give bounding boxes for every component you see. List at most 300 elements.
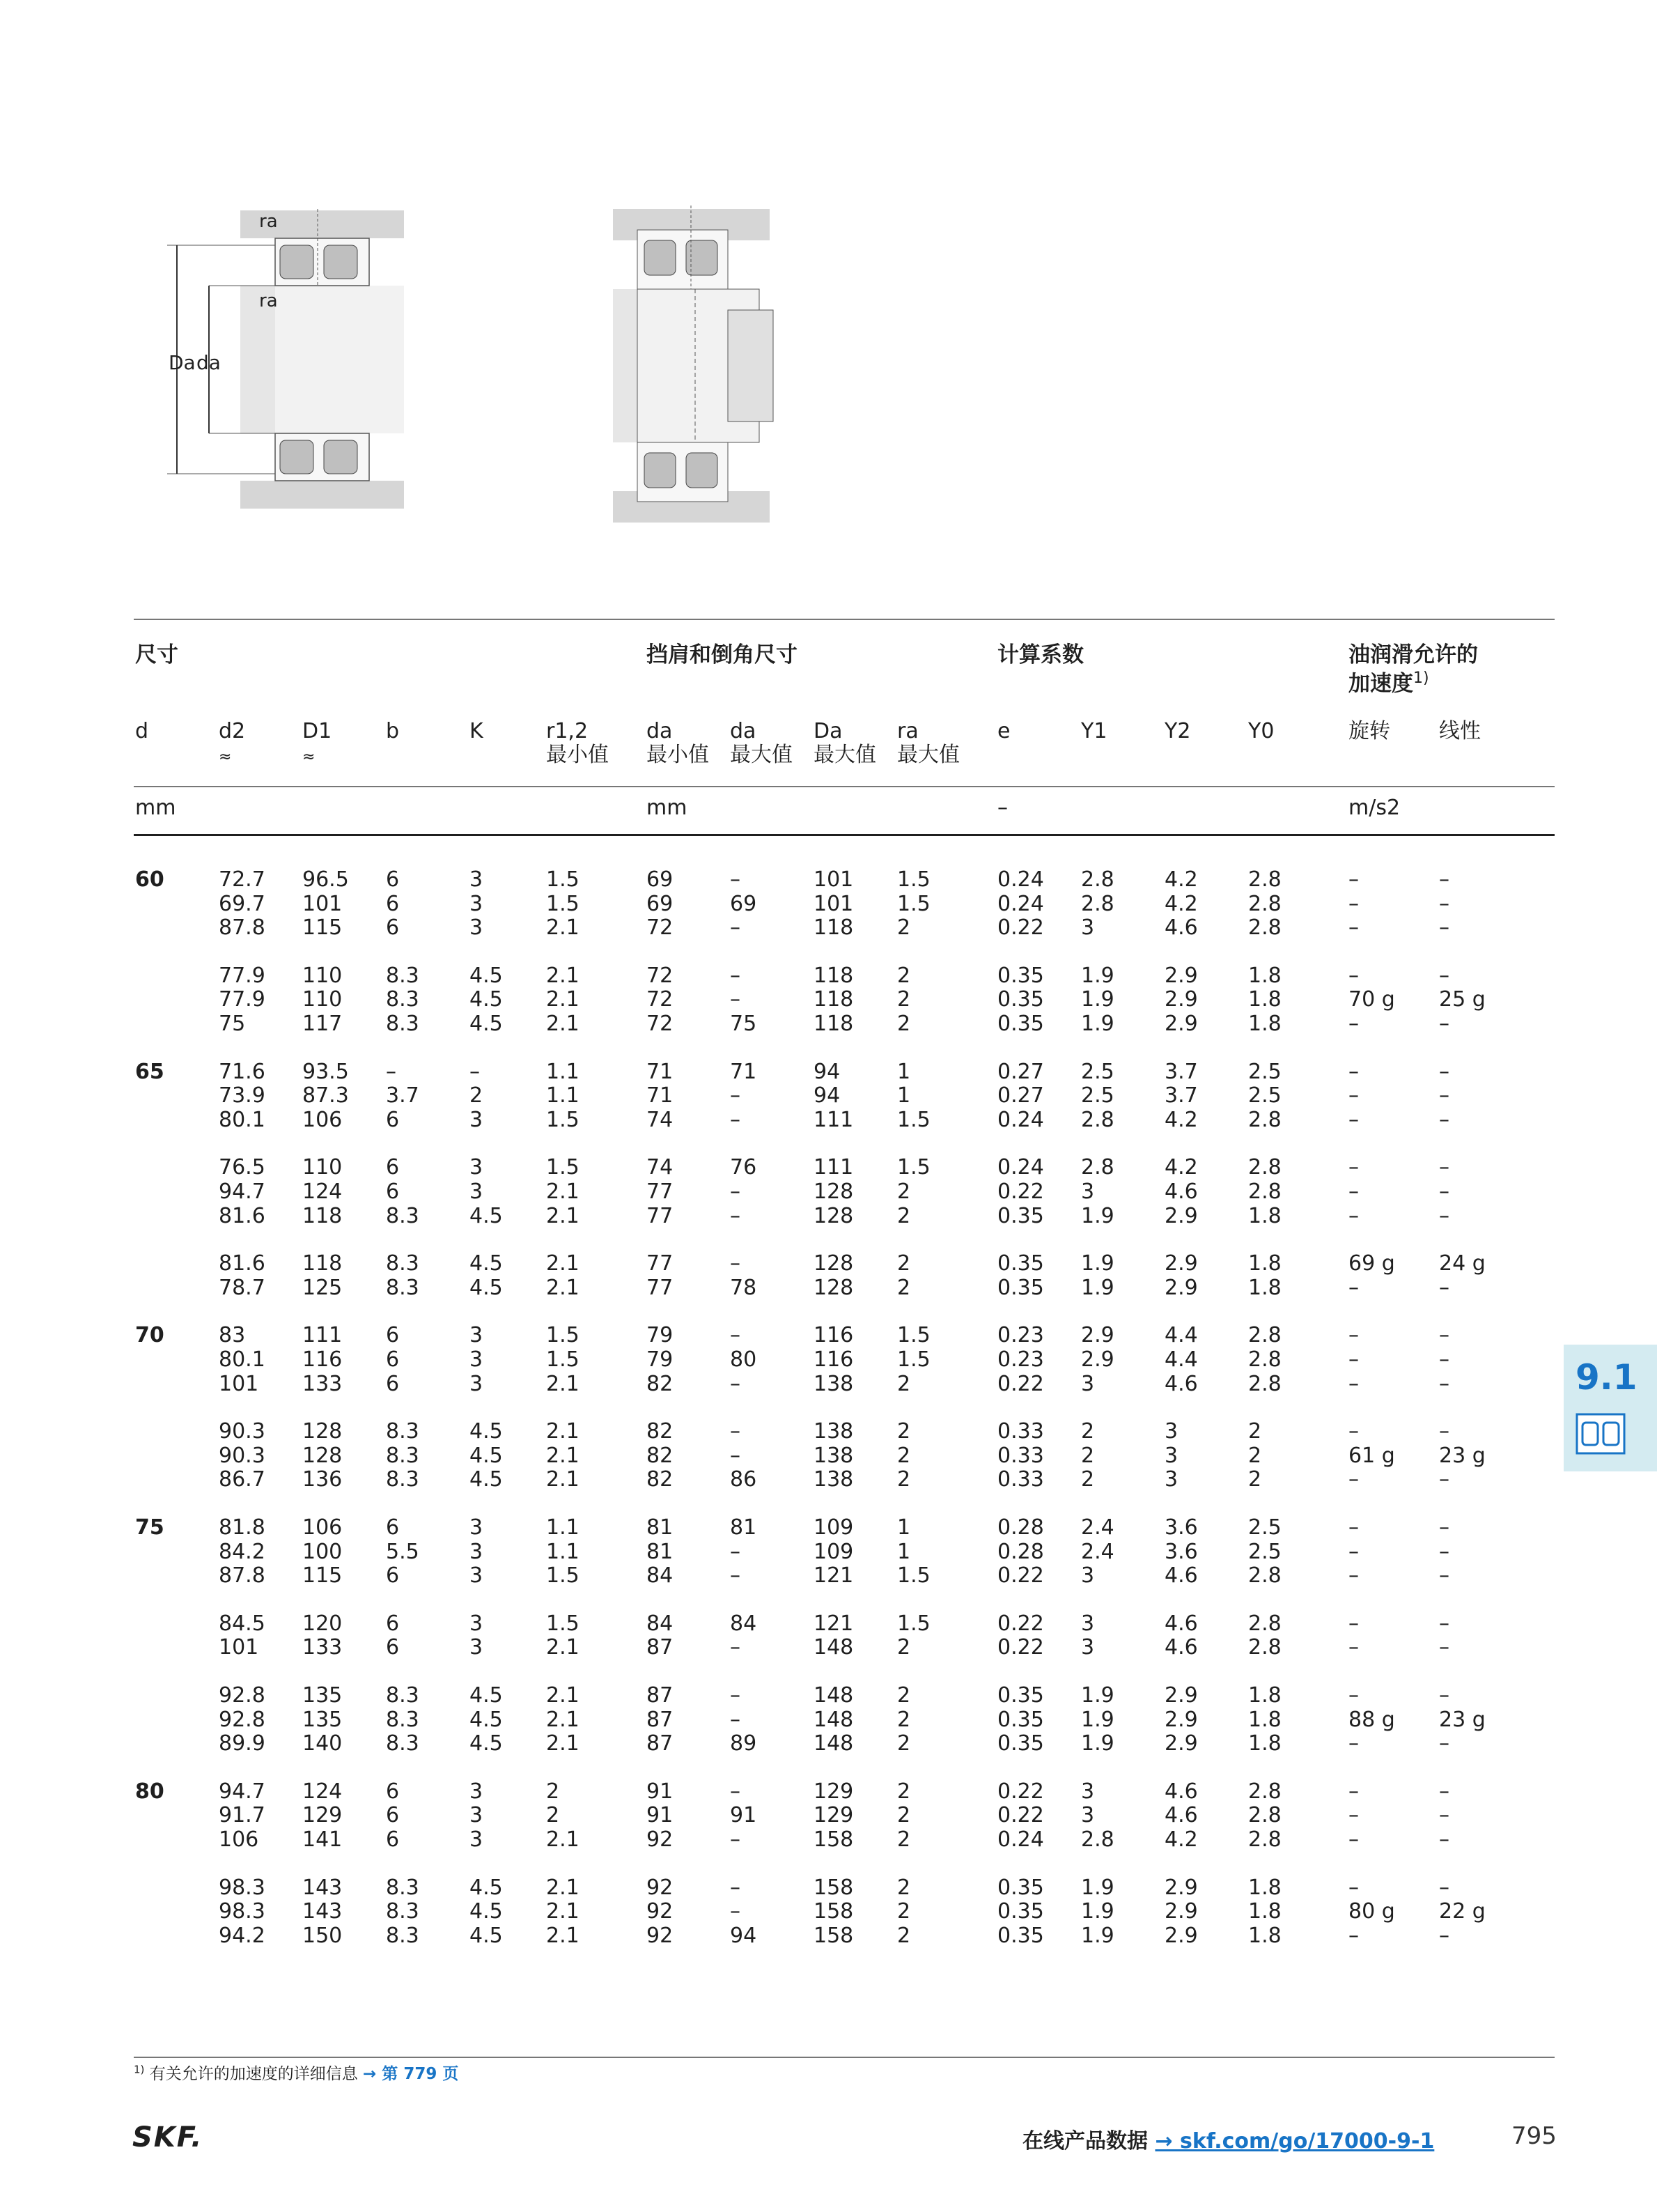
table-cell: 2.5 [1248,1515,1282,1540]
table-cell: – [1439,1731,1449,1756]
table-cell: 158 [814,1924,854,1948]
table-cell: – [1348,1108,1359,1132]
footnote-page-link[interactable]: → 第 779 页 [363,2065,459,2083]
table-cell: 138 [814,1444,854,1468]
table-cell: 92 [646,1875,674,1900]
table-cell: 4.6 [1165,1372,1198,1396]
table-cell: 0.35 [997,1683,1044,1708]
table-cell: 75 [219,1012,246,1036]
table-cell: 1 [897,1083,911,1108]
table-cell: 2 [897,1372,911,1396]
table-cell: 1.8 [1248,1012,1282,1036]
table-cell: 4.2 [1165,1108,1198,1132]
table-cell: – [1348,1515,1359,1540]
table-cell: 1.1 [546,1060,579,1084]
table-cell: 129 [814,1803,854,1827]
footnote-rule [134,2057,1555,2058]
table-cell: 8.3 [386,1012,419,1036]
table-cell: 3 [469,1779,483,1804]
table-cell: 2.1 [546,1683,579,1708]
table-cell: 0.35 [997,1924,1044,1948]
table-cell: – [1439,1012,1449,1036]
table-cell: 101 [814,892,854,916]
table-cell: 0.23 [997,1347,1044,1372]
table-cell: 0.22 [997,1563,1044,1588]
table-cell: 2 [897,1444,911,1468]
table-cell: 6 [386,1779,400,1804]
table-cell: 1.8 [1248,1683,1282,1708]
table-cell: 2.5 [1248,1060,1282,1084]
table-cell: 106 [302,1108,343,1132]
table-cell: 80 g [1348,1899,1395,1924]
table-cell: 3 [1165,1444,1178,1468]
table-cell: 0.22 [997,1180,1044,1204]
table-cell: 25 g [1439,987,1486,1012]
table-cell: 2 [1248,1467,1262,1492]
table-cell: 74 [646,1155,674,1180]
table-cell: 0.35 [997,1708,1044,1732]
table-cell: 6 [386,1155,400,1180]
table-cell: 3.6 [1165,1540,1198,1564]
accel-line2: 加速度 [1348,671,1413,697]
col-header-Da-max-qualifier: 最大值 [814,743,876,767]
table-cell: 0.24 [997,1827,1044,1852]
table-cell: 92 [646,1827,674,1852]
table-cell: 2.1 [546,1467,579,1492]
table-cell: – [1439,1323,1449,1347]
table-cell: – [730,1779,740,1804]
table-cell: 2.9 [1165,1012,1198,1036]
table-cell: 0.22 [997,1635,1044,1660]
table-cell: 129 [814,1779,854,1804]
table-cell: 4.6 [1165,1180,1198,1204]
table-cell: 84 [730,1611,757,1636]
table-cell: 101 [302,892,343,916]
col-header-da-max: da [730,719,756,743]
table-cell: – [1348,1347,1359,1372]
table-cell: 4.5 [469,1683,503,1708]
table-cell: 2.8 [1248,1827,1282,1852]
table-cell: 101 [219,1372,259,1396]
table-cell: 116 [814,1347,854,1372]
accel-footnote-ref: 1) [1413,670,1429,687]
table-cell: 2.1 [546,1204,579,1228]
table-top-rule [134,619,1555,620]
table-cell: 0.22 [997,1779,1044,1804]
table-cell: 116 [302,1347,343,1372]
table-cell: 2.9 [1165,964,1198,988]
col-header-da-max-qualifier: 最大值 [730,743,793,767]
table-cell: 2.8 [1248,1372,1282,1396]
table-cell: 0.22 [997,915,1044,940]
table-cell: – [1439,1155,1449,1180]
table-cell: 0.22 [997,1803,1044,1827]
table-cell: 133 [302,1635,343,1660]
table-cell: – [730,1108,740,1132]
table-cell: 2 [897,1683,911,1708]
table-cell: 2.1 [546,1372,579,1396]
table-cell: 84 [646,1563,674,1588]
table-cell: – [1439,1083,1449,1108]
table-cell: 118 [302,1204,343,1228]
table-cell: 3 [1081,1372,1095,1396]
table-cell: 0.24 [997,1155,1044,1180]
table-cell: 1.5 [546,1323,579,1347]
table-cell: 110 [302,987,343,1012]
table-cell: 0.27 [997,1060,1044,1084]
table-cell: – [1348,1827,1359,1852]
table-cell: 1.5 [546,1563,579,1588]
table-cell: – [730,1323,740,1347]
table-cell: 4.6 [1165,1635,1198,1660]
table-cell: 121 [814,1563,854,1588]
table-cell: 2.1 [546,1251,579,1276]
table-cell: – [1348,1419,1359,1444]
table-cell: 81 [646,1515,674,1540]
table-cell: 3 [469,915,483,940]
table-cell: – [1348,1467,1359,1492]
table-cell: – [1439,1347,1449,1372]
table-cell: 0.35 [997,1276,1044,1300]
table-cell: 143 [302,1875,343,1900]
col-header-Y2: Y2 [1165,719,1191,743]
table-cell: 0.35 [997,964,1044,988]
table-cell: 4.5 [469,987,503,1012]
adapter-sleeve-drawing [606,199,808,529]
table-cell: 2.9 [1165,1708,1198,1732]
table-cell: 3.7 [1165,1083,1198,1108]
table-cell: 138 [814,1467,854,1492]
table-cell: 136 [302,1467,343,1492]
table-cell: 2 [897,915,911,940]
table-cell: 94.2 [219,1924,265,1948]
table-cell: 90.3 [219,1444,265,1468]
table-cell: 135 [302,1708,343,1732]
table-cell: 0.35 [997,1251,1044,1276]
online-data-link[interactable] [1022,2124,1434,2154]
table-cell: 1.9 [1081,1731,1114,1756]
table-cell: 2.9 [1165,1731,1198,1756]
group-abutment-heading: 挡肩和倒角尺寸 [646,642,798,667]
table-cell: 2 [897,1731,911,1756]
table-cell: 77.9 [219,964,265,988]
table-cell: 3 [469,1540,483,1564]
table-cell: 3 [469,1635,483,1660]
table-cell: – [1348,1779,1359,1804]
table-cell: 4.2 [1165,1827,1198,1852]
table-cell: 3.7 [386,1083,419,1108]
table-cell: 2.9 [1165,1924,1198,1948]
skf-logo: SKF. [132,2121,203,2153]
table-cell: 133 [302,1372,343,1396]
table-cell: 3 [469,867,483,892]
table-cell: 71 [646,1060,674,1084]
table-cell: 6 [386,1323,400,1347]
table-cell: 8.3 [386,1899,419,1924]
table-cell: 111 [814,1155,854,1180]
table-cell: 3 [1165,1467,1178,1492]
table-cell: 4.5 [469,1899,503,1924]
table-cell: – [1348,1731,1359,1756]
table-cell: 2.5 [1248,1083,1282,1108]
table-cell: 8.3 [386,1251,419,1276]
table-cell: 6 [386,1347,400,1372]
table-cell: 84.2 [219,1540,265,1564]
table-cell: 2.1 [546,1276,579,1300]
table-cell: – [1348,1563,1359,1588]
table-cell: – [730,1540,740,1564]
table-cell: 0.23 [997,1323,1044,1347]
table-cell: 2 [1081,1444,1095,1468]
table-cell: 2 [897,1419,911,1444]
table-cell: – [386,1060,396,1084]
table-cell: 87.8 [219,1563,265,1588]
Da-label: Da [169,351,196,374]
table-cell: 3 [1081,1180,1095,1204]
table-cell: 4.5 [469,1731,503,1756]
table-cell: 1.8 [1248,1251,1282,1276]
table-cell: 4.4 [1165,1347,1198,1372]
ra-mid-label: ra [259,291,278,311]
table-cell: 106 [302,1515,343,1540]
table-cell: 3.6 [1165,1515,1198,1540]
table-cell: – [1439,964,1449,988]
table-cell: – [1439,1875,1449,1900]
table-cell: 158 [814,1899,854,1924]
table-cell: 77 [646,1180,674,1204]
table-cell: 1.9 [1081,1204,1114,1228]
col-header-b: b [386,719,400,743]
table-cell: 2 [897,1467,911,1492]
table-cell: 2.8 [1248,1323,1282,1347]
table-cell: 80.1 [219,1347,265,1372]
table-cell: 2 [897,1204,911,1228]
table-cell: 1 [897,1540,911,1564]
table-cell: – [1348,1060,1359,1084]
table-cell: 2 [897,1276,911,1300]
table-cell: 2 [897,1180,911,1204]
table-cell: 2.1 [546,964,579,988]
table-cell: – [1348,1155,1359,1180]
col-header-Da-max: Da [814,719,843,743]
table-cell: 118 [814,915,854,940]
table-cell: 2.1 [546,1635,579,1660]
da-label: da [196,351,221,374]
table-cell: 101 [814,867,854,892]
table-cell: – [1439,1563,1449,1588]
table-cell: 2 [546,1779,560,1804]
table-cell: – [1348,1635,1359,1660]
table-cell: 1.8 [1248,1731,1282,1756]
table-cell: 2.9 [1081,1323,1114,1347]
table-cell: 1.5 [546,1347,579,1372]
table-cell: 87 [646,1683,674,1708]
table-cell: 128 [302,1444,343,1468]
table-cell: 2.5 [1081,1083,1114,1108]
table-cell: 1.9 [1081,1683,1114,1708]
table-cell: 148 [814,1635,854,1660]
table-cell: 4.5 [469,1276,503,1300]
table-cell: 8.3 [386,1924,419,1948]
table-cell: 79 [646,1347,674,1372]
table-cell: 4.4 [1165,1323,1198,1347]
table-cell: – [1348,1540,1359,1564]
table-cell: 0.35 [997,1012,1044,1036]
col-header-Y1: Y1 [1081,719,1107,743]
table-cell: 3 [469,1827,483,1852]
table-cell: 91 [646,1779,674,1804]
footnote-marker: 1) [134,2063,145,2076]
table-cell: 69.7 [219,892,265,916]
table-cell: 4.5 [469,964,503,988]
table-cell: 2 [897,1251,911,1276]
table-cell: 93.5 [302,1060,349,1084]
table-cell: 158 [814,1875,854,1900]
table-cell: 3 [469,1108,483,1132]
table-cell: – [1439,1515,1449,1540]
table-cell: – [1439,1276,1449,1300]
table-cell: – [730,1899,740,1924]
col-header-d2-approx: ≈ [219,748,232,766]
table-cell: 78 [730,1276,757,1300]
table-cell: – [1439,1180,1449,1204]
table-cell: 6 [386,1180,400,1204]
table-cell: 2.8 [1248,867,1282,892]
table-cell: 1.5 [546,867,579,892]
table-cell: – [1348,1924,1359,1948]
col-header-da-min: da [646,719,673,743]
table-cell: – [730,867,740,892]
table-cell: 2.9 [1165,1204,1198,1228]
table-cell: 87 [646,1635,674,1660]
table-cell: – [730,1635,740,1660]
table-cell: 1.8 [1248,987,1282,1012]
table-cell: – [469,1060,480,1084]
table-cell: 0.33 [997,1419,1044,1444]
table-cell: – [1439,1540,1449,1564]
table-cell: – [730,1180,740,1204]
table-cell: – [1439,1204,1449,1228]
table-cell: 88 g [1348,1708,1395,1732]
table-cell: 6 [386,867,400,892]
table-cell: 124 [302,1779,343,1804]
table-cell: 3.7 [1165,1060,1198,1084]
table-cell: 1.9 [1081,1708,1114,1732]
table-cell: 2 [897,1899,911,1924]
table-cell: – [730,1251,740,1276]
online-label: 在线产品数据 [1022,2129,1148,2153]
table-cell: – [1439,915,1449,940]
table-cell: 8.3 [386,1444,419,1468]
table-cell: 92.8 [219,1708,265,1732]
table-cell: 2.8 [1081,892,1114,916]
table-cell: 1.5 [897,1108,931,1132]
table-cell: 1.8 [1248,1924,1282,1948]
table-cell: – [1439,1779,1449,1804]
table-cell: 1.5 [897,1155,931,1180]
table-cell: 1.1 [546,1515,579,1540]
table-cell: 98.3 [219,1899,265,1924]
col-header-K: K [469,719,483,743]
table-cell: 128 [814,1276,854,1300]
table-cell: 6 [386,1803,400,1827]
table-cell: 1.5 [546,1611,579,1636]
bore-diameter-cell: 75 [135,1515,164,1540]
table-cell: 87.3 [302,1083,349,1108]
table-cell: 2.1 [546,1708,579,1732]
table-cell: 2 [1081,1419,1095,1444]
table-cell: 1.5 [897,1563,931,1588]
table-cell: 115 [302,915,343,940]
table-cell: 2 [897,987,911,1012]
table-cell: 61 g [1348,1444,1395,1468]
table-cell: 129 [302,1803,343,1827]
table-cell: 77.9 [219,987,265,1012]
table-cell: 74 [646,1108,674,1132]
table-cell: 4.6 [1165,1563,1198,1588]
table-cell: – [1348,1372,1359,1396]
table-cell: 2.1 [546,1012,579,1036]
table-cell: 128 [814,1251,854,1276]
table-cell: 148 [814,1731,854,1756]
table-cell: 8.3 [386,1419,419,1444]
table-cell: 2.8 [1081,1827,1114,1852]
table-cell: – [1439,1611,1449,1636]
table-cell: 72 [646,964,674,988]
table-cell: – [730,1372,740,1396]
col-header-e: e [997,719,1011,743]
table-cell: 8.3 [386,1731,419,1756]
col-header-r12: r1,2 [546,719,589,743]
table-cell: – [1439,1924,1449,1948]
table-cell: 0.24 [997,867,1044,892]
units-top-rule [134,786,1555,787]
table-cell: 90.3 [219,1419,265,1444]
table-cell: 22 g [1439,1899,1486,1924]
table-cell: 23 g [1439,1708,1486,1732]
table-cell: 1.9 [1081,964,1114,988]
table-cell: 1.9 [1081,1276,1114,1300]
table-cell: 4.5 [469,1708,503,1732]
table-cell: 3 [469,1515,483,1540]
table-cell: 2.8 [1081,867,1114,892]
table-cell: 2 [469,1083,483,1108]
table-cell: 2.8 [1081,1155,1114,1180]
table-cell: 1.5 [546,892,579,916]
table-cell: 118 [814,987,854,1012]
table-cell: 141 [302,1827,343,1852]
table-cell: 1.9 [1081,987,1114,1012]
table-cell: – [1348,892,1359,916]
table-cell: – [1439,1803,1449,1827]
table-cell: 76 [730,1155,757,1180]
table-cell: 118 [302,1251,343,1276]
table-cell: 0.27 [997,1083,1044,1108]
table-cell: – [1348,1083,1359,1108]
table-cell: 6 [386,1515,400,1540]
table-cell: 69 [730,892,757,916]
table-cell: 110 [302,1155,343,1180]
table-cell: 1.8 [1248,1204,1282,1228]
table-cell: 91 [730,1803,757,1827]
table-cell: 2.1 [546,1899,579,1924]
bore-diameter-cell: 80 [135,1779,164,1804]
table-cell: 69 g [1348,1251,1395,1276]
table-cell: 2.8 [1248,915,1282,940]
table-cell: 2.8 [1248,1155,1282,1180]
table-cell: 2.9 [1165,1875,1198,1900]
table-cell: 3 [1081,1563,1095,1588]
